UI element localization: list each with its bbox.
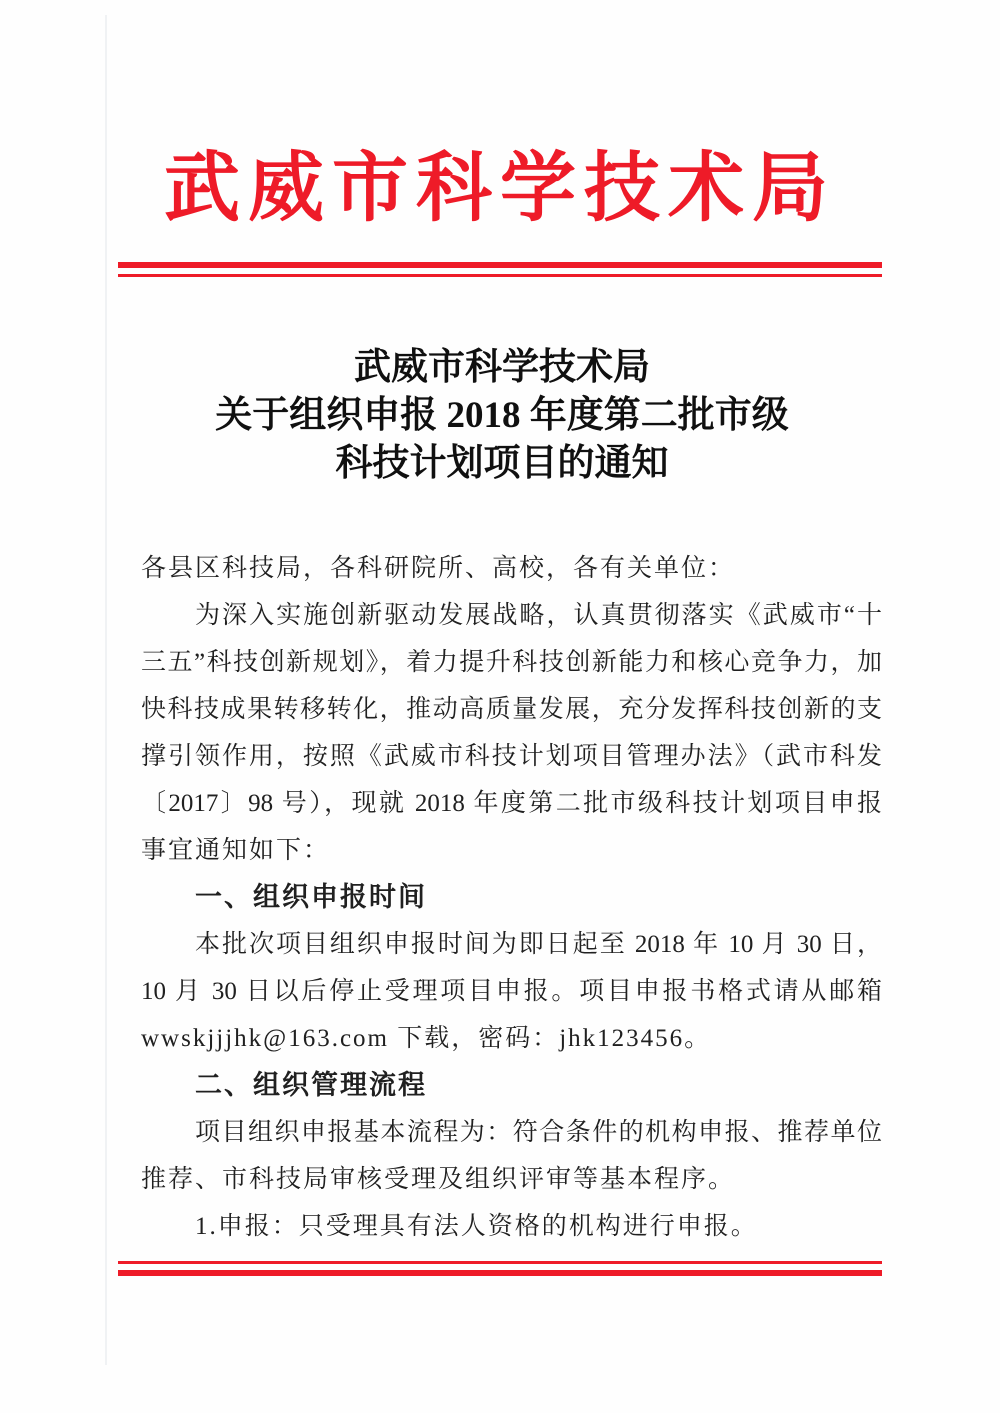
document-body (141, 545, 882, 1250)
paragraph1-line-5: 〔2017〕98 号），现就 2018 年度第二批市级科技计划项目申报 (141, 790, 882, 817)
paragraph1-line-1: 为深入实施创新驱动发展战略，认真贯彻落实《武威市“十 (195, 602, 882, 629)
section-two-heading: 二、组织管理流程 (195, 1070, 427, 1100)
section-two-item-1: 1.申报：只受理具有法人资格的机构进行申报。 (195, 1213, 758, 1240)
footer-rule-thin (118, 1261, 882, 1264)
letterhead-rule-thick (118, 262, 882, 268)
title-line-3: 科技计划项目的通知 (335, 443, 669, 484)
paragraph1-line-3: 快科技成果转移转化，推动高质量发展，充分发挥科技创新的支 (141, 696, 882, 723)
section-two-line-1: 项目组织申报基本流程为：符合条件的机构申报、推荐单位 (195, 1119, 882, 1146)
section-one-email-line: wwskjjjhk@163.com 下载，密码：jhk123456。 (141, 1025, 712, 1052)
title-line-2: 关于组织申报 2018 年度第二批市级 (215, 395, 789, 436)
section-one-line-1: 本批次项目组织申报时间为即日起至 2018 年 10 月 30 日， (195, 931, 882, 958)
paragraph1-line-4: 撑引领作用，按照《武威市科技计划项目管理办法》（武市科发 (141, 743, 882, 770)
paragraph1-line-2: 三五”科技创新规划》，着力提升科技创新能力和核心竞争力，加 (141, 649, 882, 676)
section-one-line-2: 10 月 30 日以后停止受理项目申报。项目申报书格式请从邮箱 (141, 978, 882, 1005)
footer-rule-thick (118, 1270, 882, 1276)
paragraph1-line-6: 事宜通知如下： (141, 837, 331, 864)
agency-letterhead: 武威市科学技术局 (164, 147, 836, 231)
letterhead-rule-thin (118, 274, 882, 277)
section-two-line-2: 推荐、市科技局审核受理及组织评审等基本程序。 (141, 1166, 736, 1193)
document-title (128, 344, 876, 488)
salutation-line: 各县区科技局，各科研院所、高校，各有关单位： (141, 555, 736, 582)
title-line-1: 武威市科学技术局 (354, 347, 650, 388)
section-one-heading: 一、组织申报时间 (195, 882, 427, 912)
